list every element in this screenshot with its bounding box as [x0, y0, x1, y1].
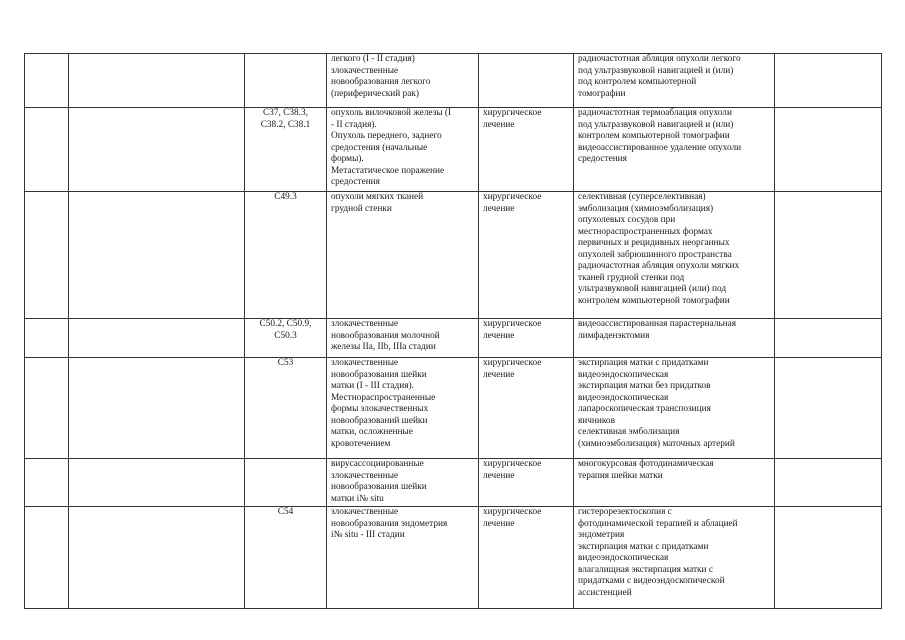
method-text-line: селективная (суперселективная) — [578, 192, 706, 202]
diagnosis-text-line: вирусассоциированные — [331, 459, 424, 469]
cell-diagnosis — [327, 108, 479, 192]
diagnosis-text-line: злокачественные — [331, 470, 399, 481]
cell-norm — [775, 507, 882, 609]
treatment-text-line: хирургическое — [483, 192, 542, 202]
method-text-line: видеоассистированное удаление опухоли — [578, 142, 742, 153]
cell-treatment — [479, 459, 574, 507]
diagnosis-text-line: формы злокачественных — [331, 404, 429, 414]
method-text-line: лимфаденэктомия — [578, 330, 650, 341]
method-text-line: видеоэндоскопическая — [578, 369, 669, 380]
cell-name — [69, 54, 245, 108]
cell-code — [245, 319, 327, 358]
cell-code — [245, 54, 327, 108]
diagnosis-text-line: матки i№ situ — [331, 493, 384, 504]
treatment-text-line: лечение — [483, 119, 515, 130]
method-text-line: терапия шейки матки — [578, 470, 663, 481]
cell-num — [25, 507, 69, 609]
method-text-line: гистерорезектоскопия с — [578, 507, 672, 517]
method-text-line: видеоассистированная парастернальная — [578, 319, 737, 329]
cell-treatment — [479, 54, 574, 108]
diagnosis-text-line: новообразований шейки — [331, 415, 428, 426]
treatment-text-line: лечение — [483, 330, 515, 341]
cell-diagnosis — [327, 54, 479, 108]
cell-name — [69, 459, 245, 507]
cell-norm — [775, 358, 882, 459]
table-row — [25, 54, 882, 108]
cell-num — [25, 459, 69, 507]
treatment-text-line: хирургическое — [483, 507, 542, 517]
method-text-line: под ультразвуковой навигацией и (или) — [578, 119, 734, 130]
method-text-line: яичников — [578, 415, 615, 426]
cell-code — [245, 507, 327, 609]
method-text-line: экстирпация матки с придатками — [578, 541, 709, 552]
cell-diagnosis — [327, 507, 479, 609]
cell-num — [25, 54, 69, 108]
cell-method — [574, 319, 775, 358]
method-text-line: опухолей забрюшинного пространства — [578, 249, 732, 260]
cell-method — [574, 459, 775, 507]
method-text-line: средостения — [578, 154, 627, 164]
cell-num — [25, 319, 69, 358]
method-text-line: видеоэндоскопическая — [578, 392, 669, 403]
treatment-text-line: хирургическое — [483, 358, 542, 368]
procedures-table — [24, 53, 882, 609]
treatment-text-line: лечение — [483, 203, 515, 214]
cell-norm — [775, 319, 882, 358]
cell-name — [69, 192, 245, 319]
cell-code — [245, 459, 327, 507]
method-text-line: контролем компьютерной томографии — [578, 295, 730, 306]
cell-method — [574, 108, 775, 192]
method-text-line: местнораспространенных формах — [578, 226, 713, 237]
treatment-text-line: хирургическое — [483, 459, 542, 469]
cell-diagnosis — [327, 192, 479, 319]
diagnosis-text-line: злокачественные — [331, 65, 399, 76]
method-text-line: экстирпация матки без придатков — [578, 381, 711, 391]
table-body — [25, 54, 882, 609]
diagnosis-text-line: новообразования шейки — [331, 369, 427, 380]
table-row — [25, 507, 882, 609]
treatment-text-line: лечение — [483, 518, 515, 529]
cell-name — [69, 358, 245, 459]
cell-name — [69, 507, 245, 609]
code-text-line: C50.3 — [274, 330, 297, 341]
method-text-line: радиочастотная абляция опухоли легкого — [578, 54, 741, 64]
method-text-line: контролем компьютерной томографии — [578, 131, 730, 141]
method-text-line: селективная эмболизация — [578, 427, 680, 437]
method-text-line: радиочастотная термоаблация опухоли — [578, 108, 732, 118]
table-row — [25, 319, 882, 358]
cell-diagnosis — [327, 319, 479, 358]
cell-treatment — [479, 507, 574, 609]
diagnosis-text-line: новообразования шейки — [331, 482, 427, 492]
cell-num — [25, 358, 69, 459]
diagnosis-text-line: опухоли мягких тканей — [331, 192, 424, 202]
table-row — [25, 358, 882, 459]
diagnosis-text-line: средостения — [331, 177, 380, 187]
diagnosis-text-line: матки (I - III стадия). — [331, 381, 414, 391]
cell-method — [574, 507, 775, 609]
method-text-line: первичных и рецидивных неорганных — [578, 238, 730, 248]
code-text-line: C54 — [277, 507, 294, 517]
cell-num — [25, 192, 69, 319]
cell-method — [574, 54, 775, 108]
cell-norm — [775, 459, 882, 507]
diagnosis-text-line: злокачественные — [331, 358, 399, 368]
cell-treatment — [479, 319, 574, 358]
cell-num — [25, 108, 69, 192]
cell-code — [245, 192, 327, 319]
table-row — [25, 459, 882, 507]
method-text-line: влагалищная экстирпация матки с — [578, 564, 713, 575]
table-row — [25, 192, 882, 319]
method-text-line: фотодинамической терапией и аблацией — [578, 518, 738, 529]
cell-treatment — [479, 192, 574, 319]
treatment-text-line: хирургическое — [483, 108, 542, 118]
treatment-text-line: лечение — [483, 470, 515, 481]
diagnosis-text-line: новообразования эндометрия — [331, 518, 448, 529]
diagnosis-text-line: легкого (I - II стадия) — [331, 54, 415, 64]
diagnosis-text-line: (периферический рак) — [331, 88, 419, 99]
diagnosis-text-line: i№ situ - III стадии — [331, 530, 405, 540]
diagnosis-text-line: новообразования молочной — [331, 330, 440, 341]
cell-code — [245, 108, 327, 192]
cell-diagnosis — [327, 358, 479, 459]
code-text-line: C49.3 — [274, 192, 297, 202]
diagnosis-text-line: Местнораспространенные — [331, 392, 436, 403]
method-text-line: ультразвуковой навигацией (или) под — [578, 284, 727, 294]
cell-code — [245, 358, 327, 459]
diagnosis-text-line: Опухоль переднего, заднего — [331, 131, 442, 141]
table-row — [25, 108, 882, 192]
method-text-line: (химиоэмболизация) маточных артерий — [578, 438, 735, 449]
cell-treatment — [479, 108, 574, 192]
diagnosis-text-line: средостения (начальные — [331, 142, 428, 153]
code-text-line: C37, C38.3, — [263, 108, 308, 118]
diagnosis-text-line: злокачественные — [331, 507, 399, 517]
diagnosis-text-line: матки, осложненные — [331, 427, 413, 437]
method-text-line: придатками с видеоэндоскопической — [578, 576, 725, 586]
diagnosis-text-line: формы). — [331, 154, 364, 164]
method-text-line: видеоэндоскопическая — [578, 553, 669, 563]
method-text-line: опухолевых сосудов при — [578, 215, 676, 225]
cell-name — [69, 319, 245, 358]
diagnosis-text-line: грудной стенки — [331, 203, 392, 214]
treatment-text-line: лечение — [483, 369, 515, 380]
cell-name — [69, 108, 245, 192]
diagnosis-text-line: опухоль вилочковой железы (I — [331, 108, 452, 118]
method-text-line: тканей грудной стенки под — [578, 272, 685, 283]
code-text-line: C53 — [277, 358, 294, 368]
cell-norm — [775, 54, 882, 108]
cell-diagnosis — [327, 459, 479, 507]
treatment-text-line: хирургическое — [483, 319, 542, 329]
cell-norm — [775, 192, 882, 319]
method-text-line: экстирпация матки с придатками — [578, 358, 709, 368]
cell-treatment — [479, 358, 574, 459]
method-text-line: эмболизация (химиоэмболизация) — [578, 203, 714, 214]
method-text-line: ассистенцией — [578, 587, 632, 598]
code-text-line: C50.2, C50.9, — [259, 319, 312, 329]
method-text-line: под ультразвуковой навигацией и (или) — [578, 65, 734, 76]
diagnosis-text-line: - II стадия). — [331, 119, 377, 130]
cell-method — [574, 192, 775, 319]
method-text-line: многокурсовая фотодинамическая — [578, 459, 714, 469]
code-text-line: C38.2, C38.1 — [260, 119, 311, 130]
diagnosis-text-line: кровотечением — [331, 438, 391, 449]
method-text-line: эндометрия — [578, 530, 625, 540]
diagnosis-text-line: Метастатическое поражение — [331, 165, 445, 176]
method-text-line: радиочастотная абляция опухоли мягких — [578, 261, 740, 271]
diagnosis-text-line: злокачественные — [331, 319, 399, 329]
cell-method — [574, 358, 775, 459]
method-text-line: томографии — [578, 88, 626, 99]
diagnosis-text-line: новообразования легкого — [331, 77, 431, 87]
method-text-line: под контролем компьютерной — [578, 77, 697, 87]
cell-norm — [775, 108, 882, 192]
diagnosis-text-line: железы IIa, IIb, IIIa стадии — [331, 342, 436, 352]
method-text-line: лапароскопическая транспозиция — [578, 404, 711, 414]
